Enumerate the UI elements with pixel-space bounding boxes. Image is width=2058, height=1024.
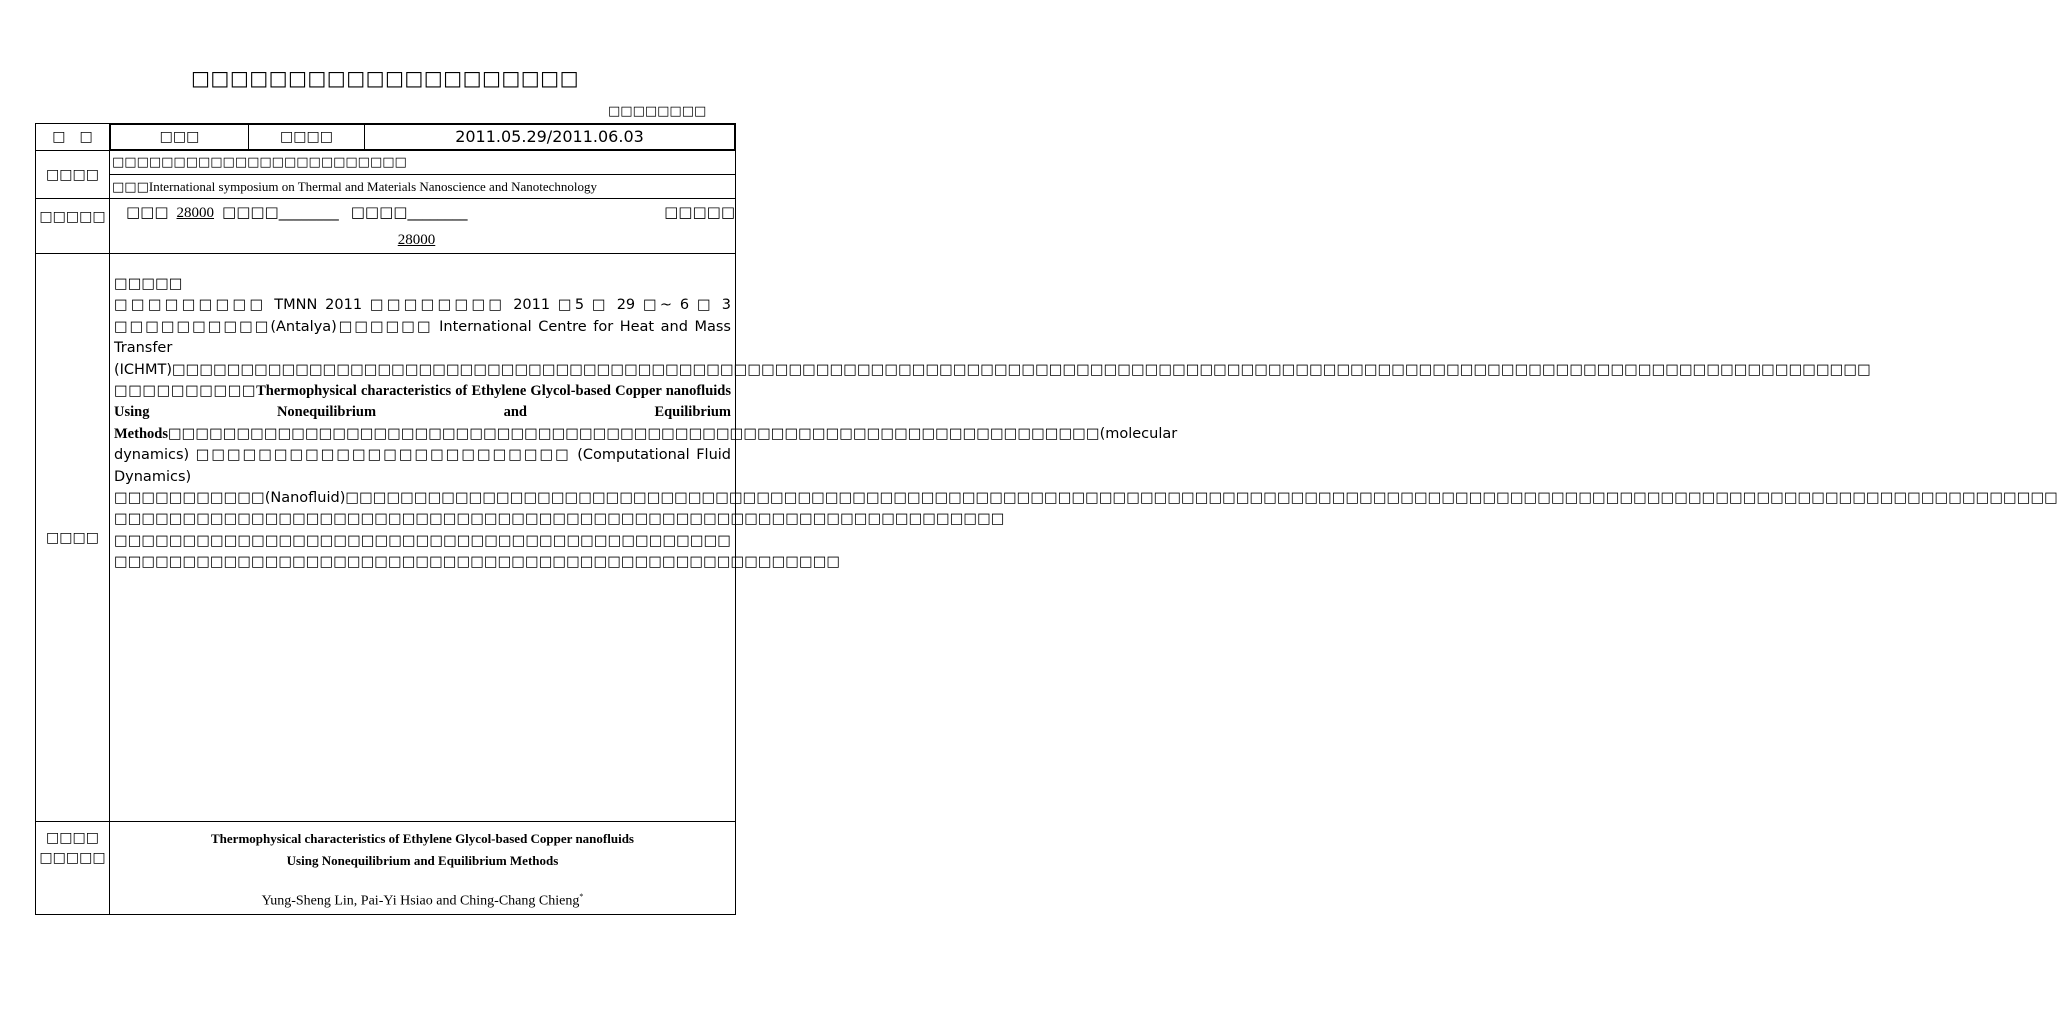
info-row: [36, 124, 736, 151]
paper-authors: Yung-Sheng Lin, Pai-Yi Hsiao and Ching-Chang Chieng: [261, 893, 580, 909]
fee-item3-label: □□□□: [350, 203, 408, 221]
fee-total-line: [110, 226, 735, 253]
fee-total-label: □□□□□: [664, 203, 735, 221]
author-mark: *: [579, 892, 584, 901]
date-label: □□□□: [249, 125, 365, 150]
paper-label: [36, 822, 110, 915]
report-heading: □□□□□: [114, 276, 183, 292]
report-form-table: [35, 123, 2058, 915]
paper-label-line1: □□□□: [46, 830, 99, 846]
paragraph-2-body: □□□□□□□□□□□□□□□□□□□□□□□□□□□□□□□□□□□□□□□□□□□□□□□□□□□□□□□□□□□□□□□□□□□□(molecular dynamics) □□□□□□□□□□□□□□□□□□□□□□□□ (Computational Fluid Dynamics) □□□□□□□□□□□(Nanofluid)□□□□□□□□□□□□□□□□□□□□□□□□□□□□□□□□□□□□□□□□□□□□□□□□□□□□□□□□□□□□□□□□□□□□□□□□□□□□□□□□□□□□□□□□□□□□□□□□□□□□□□□□□□□□□□□□□□□□□□□□□□□□□: [114, 425, 2058, 507]
conference-chinese-name: □□□□□□□□□□□□□□□□□□□□□: [148, 155, 407, 170]
report-paragraph-4: □□□□□□□□□□□□□□□□□□□□□□□□□□□□□□□□□□□□□□□□□□□□□ □□□□□□□□□□□□□□□□□□□□□□□□□□□□□□□□□□□□□□□□□□□□□□□□□□□□□: [114, 532, 841, 571]
info-inner-table: [110, 124, 735, 150]
conference-chinese-line: [110, 151, 735, 174]
fees-row: [36, 199, 736, 254]
paper-title-inline: Thermophysical characteristics of Ethylene Glycol-based Copper nanofluids Using Nonequilibrium and Equilibrium Methods: [114, 383, 732, 442]
conference-english-line: [110, 174, 735, 198]
report-paragraph-3: □□□□□□□□□□□□□□□□□□□□□□□□□□□□□□□□□□□□□□□□□□□□□□□□□□□□□□□□□□□□□□□□□: [114, 511, 1005, 528]
fee-item1-label: □□□: [126, 203, 169, 221]
fee-item1-value: 28000: [176, 205, 215, 221]
fee-total-value: 28000: [397, 232, 436, 248]
fee-item3-blank: ________: [407, 203, 468, 221]
page-title: □□□□□□□□□□□□□□□□□□□□: [191, 66, 579, 90]
fee-item2-label: □□□□: [222, 203, 279, 221]
name-value: □□□: [111, 125, 249, 150]
conference-row: [36, 151, 736, 199]
name-label: □ □: [36, 124, 110, 151]
conference-label: □□□□: [36, 151, 110, 199]
paper-title-line1: Thermophysical characteristics of Ethylene Glycol-based Copper nanofluids: [211, 831, 634, 846]
form-number: □□□□□□□□: [608, 104, 707, 119]
chinese-prefix: □□□: [112, 155, 149, 170]
paper-authors-line: [110, 892, 735, 910]
paper-title-line2: Using Nonequilibrium and Equilibrium Methods: [286, 853, 559, 868]
fees-line: [110, 199, 735, 226]
report-label: □□□□: [36, 254, 110, 822]
conference-english-name: International symposium on Thermal and Materials Nanoscience and Nanotechnology: [148, 179, 597, 194]
paragraph-2-intro: □□□□□□□□□□: [114, 383, 257, 400]
report-row: [36, 254, 736, 822]
report-paragraph-2: [114, 381, 2058, 509]
fee-item2-blank: ________: [278, 203, 339, 221]
fees-label: □□□□□: [36, 199, 110, 254]
paper-label-line2: □□□□□: [39, 850, 106, 866]
english-prefix: □□□: [112, 180, 149, 195]
paper-content: [110, 822, 736, 915]
paper-row: [36, 822, 736, 915]
dates-value: 2011.05.29/2011.06.03: [365, 125, 735, 150]
report-paragraph-1: □□□□□□□□□ TMNN 2011 □□□□□□□□ 2011 □5 □ 29 □~ 6 □ 3 □□□□□□□□□□(Antalya)□□□□□□ International Centre for Heat and Mass Transfer (ICHMT)□□□□□□□□□□□□□□□□□□□□□□□□□□□□□□□□□□□□□□□□□□□□□□□□□□□□□□□□□□□□□□□□□□□□□□□□□□□□□□□□□□□□□□□□□□□□□□□□□□□□□□□□□□□□□□□□□□□□□□□□□□□□: [114, 297, 1871, 378]
report-content: [110, 254, 2058, 822]
